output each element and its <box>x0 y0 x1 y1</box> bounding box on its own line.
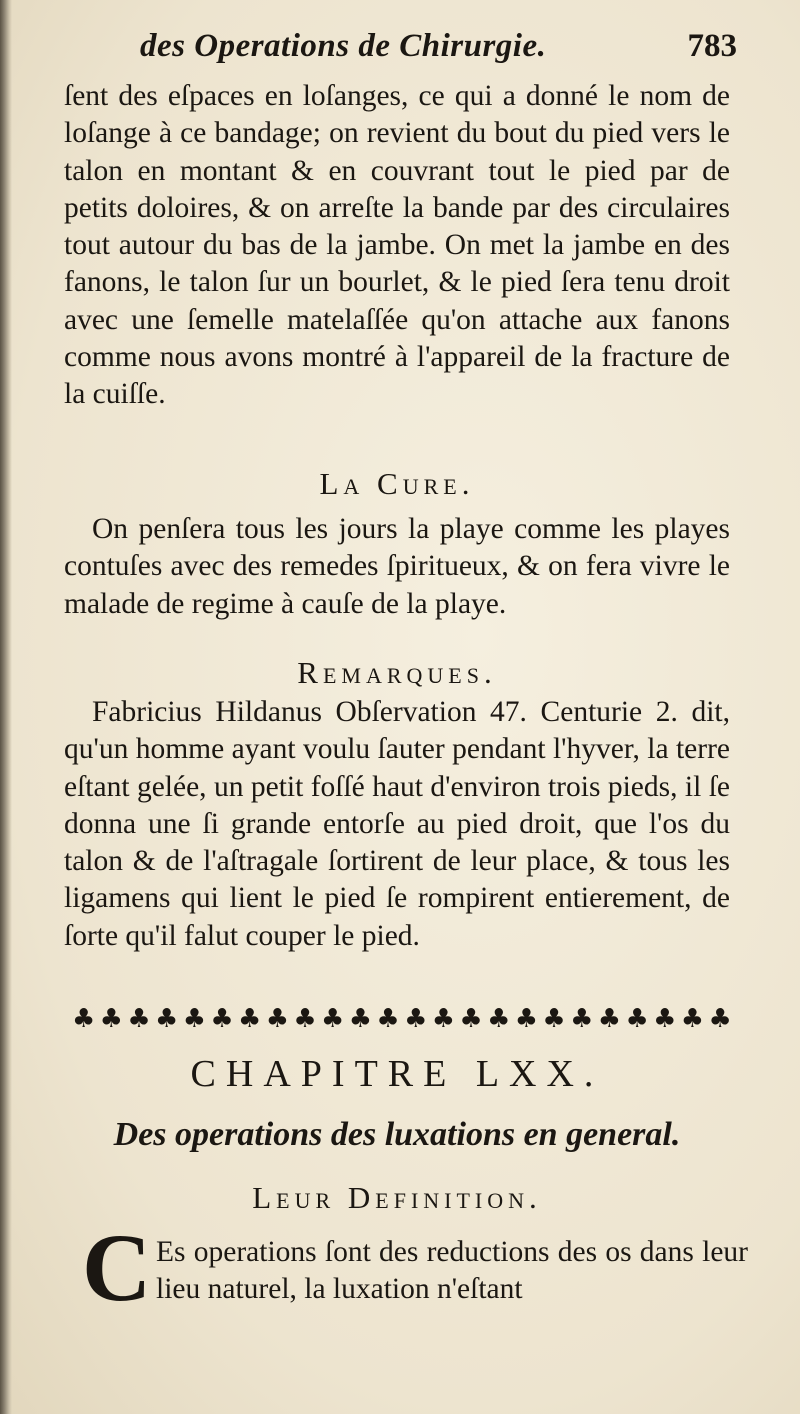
running-title: des Operations de Chirurgie. <box>140 28 547 64</box>
ornament-glyph: ♣ <box>321 1004 345 1034</box>
ornament-glyph: ♣ <box>210 1004 234 1034</box>
paragraph-remarques: Fabricius Hildanus Obſervation 47. Centurie 2. dit, qu'un homme ayant voulu ſauter pendant l'hyver, la terre eſtant gelée, un petit foſſé haut d'environ trois pieds, il ſe donna une ſi grande entorſe au pied droit, que l'os du talon & de l'aſtragale ſortirent de leur place, & tous les ligamens qui lient le pied ſe rompirent entierement, de ſorte qu'il falut couper le pied. <box>64 696 730 952</box>
ornament-glyph: ♣ <box>514 1004 539 1034</box>
ornament-glyph: ♣ <box>487 1004 511 1034</box>
ornament-divider <box>72 1002 732 1032</box>
ornament-glyph: ♣ <box>265 1004 290 1034</box>
ornament-glyph: ♣ <box>653 1004 677 1034</box>
chapter-subtitle: Des operations des luxations en general. <box>113 1116 681 1153</box>
page-gutter-shadow <box>0 0 12 1414</box>
ornament-glyph: ♣ <box>625 1004 649 1034</box>
ornament-glyph: ♣ <box>376 1004 400 1034</box>
ornament-glyph: ♣ <box>542 1004 566 1034</box>
drop-cap-letter: C <box>82 1214 152 1321</box>
running-header <box>62 28 737 78</box>
ornament-glyph: ♣ <box>127 1004 151 1034</box>
heading-la-cure: La Cure. <box>319 466 475 501</box>
heading-definition: Leur Definition. <box>252 1180 542 1215</box>
ornament-glyph: ♣ <box>155 1004 179 1034</box>
ornament-glyph: ♣ <box>182 1004 206 1034</box>
ornament-glyph: ♣ <box>99 1004 123 1034</box>
ornament-glyph: ♣ <box>431 1004 456 1034</box>
ornament-glyph: ♣ <box>348 1004 373 1034</box>
ornament-glyph: ♣ <box>238 1004 262 1034</box>
ornament-glyph: ♣ <box>680 1004 705 1034</box>
ornament-glyph: ♣ <box>597 1004 622 1034</box>
paragraph-bandage: ſent des eſpaces en loſanges, ce qui a donné le nom de loſange à ce bandage; on revient du bout du pied vers le talon en montant & en couvrant tout le pied par de petits doloires, & on arreſte la bande par des circulaires tout autour du bas de la jambe. On met la jambe en des fanons, le talon ſur un bourlet, & le pied ſera tenu droit avec une ſemelle matelaſſée qu'on attache aux fanons comme nous avons montré à l'appareil de la fracture de la cuiſſe. <box>64 80 730 411</box>
ornament-glyph: ♣ <box>293 1004 317 1034</box>
chapter-heading: CHAPITRE LXX. <box>190 1053 604 1095</box>
paragraph-definition: Es operations ſont des reductions des os dans leur lieu naturel, la luxation n'eſtant <box>156 1236 748 1305</box>
ornament-glyph: ♣ <box>404 1004 428 1034</box>
ornament-glyph: ♣ <box>72 1004 96 1034</box>
paragraph-la-cure: On penſera tous les jours la playe comme les playes contuſes avec des remedes ſpiritueux, & on fera vivre le malade de regime à cauſe de la playe. <box>64 513 730 620</box>
ornament-glyph: ♣ <box>459 1004 483 1034</box>
ornament-glyph: ♣ <box>570 1004 594 1034</box>
ornament-glyph: ♣ <box>708 1004 732 1034</box>
page-number: 783 <box>687 28 737 64</box>
heading-remarques: Remarques. <box>297 655 497 690</box>
